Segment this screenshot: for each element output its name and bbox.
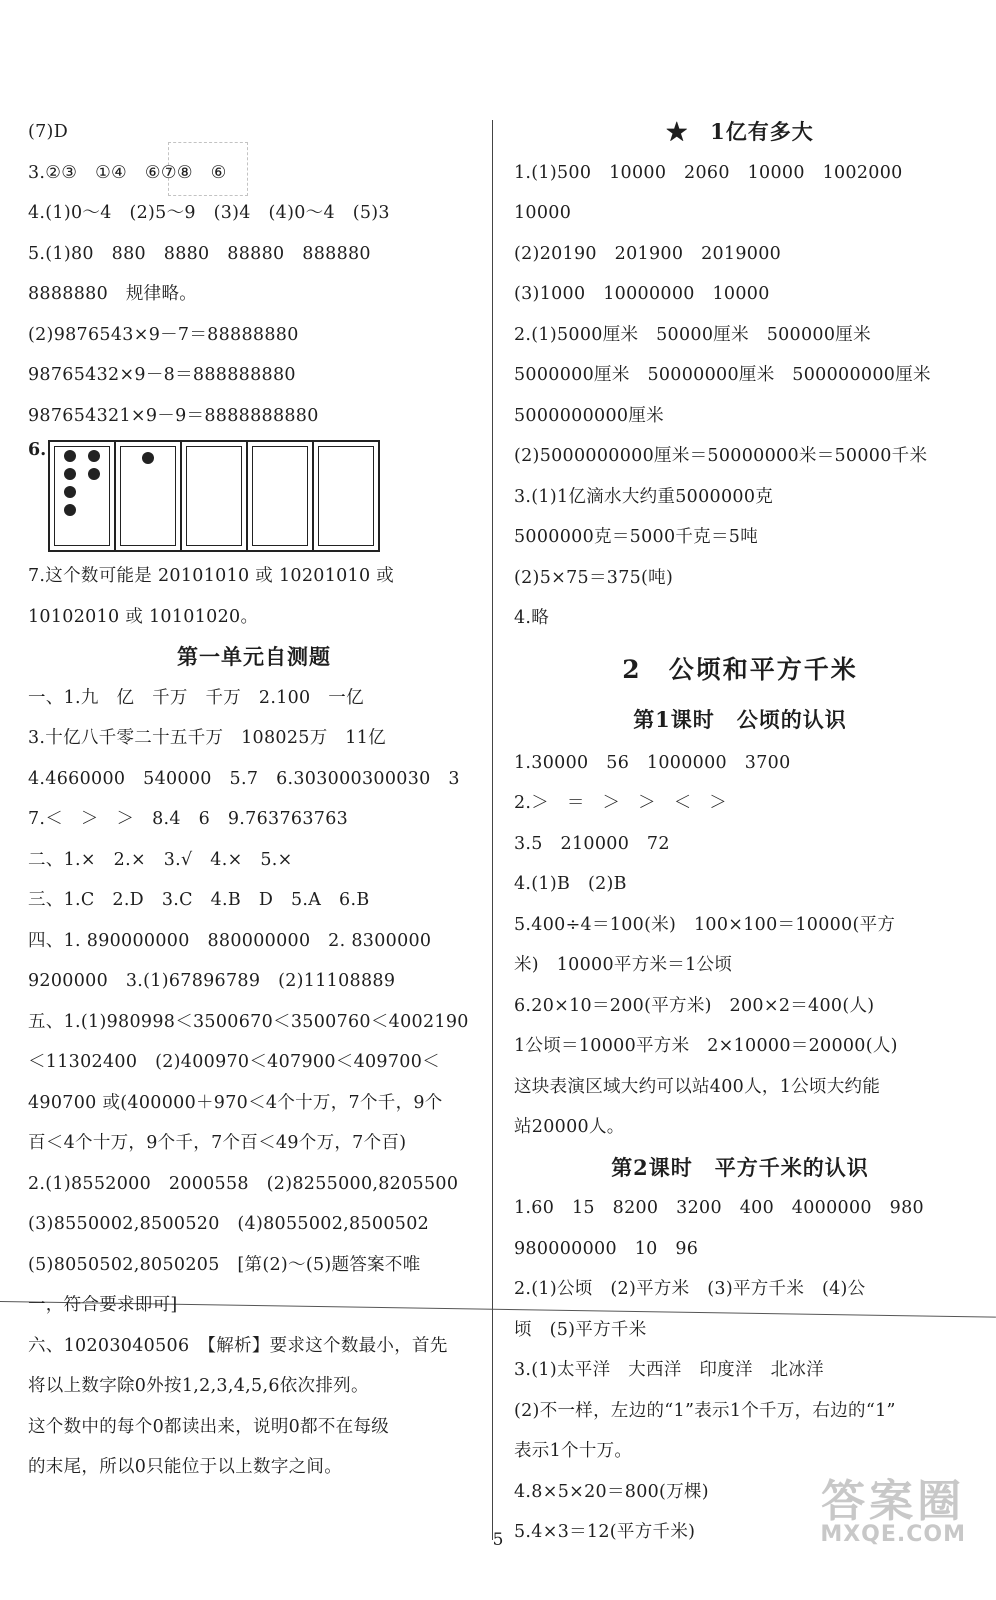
abacus-bead [64, 504, 76, 516]
answer-line: 490700 或(400000＋970＜4个十万，7个千，9个 [28, 1092, 443, 1113]
answer-line: (7)D [28, 122, 69, 142]
answer-line: 7.这个数可能是 20101010 或 10201010 或 [28, 566, 395, 586]
answer-line: 二、1.× 2.× 3.√ 4.× 5.× [28, 849, 293, 870]
answers-block-b [514, 743, 966, 1148]
answers-block-a [514, 153, 966, 639]
answer-line: 2.(1)公顷 (2)平方米 (3)平方千米 (4)公 [514, 1279, 866, 1299]
answer-line: 2.(1)8552000 2000558 (2)8255000,8205500 [28, 1173, 459, 1194]
answer-line: 4.(1)0～4 (2)5～9 (3)4 (4)0～4 (5)3 [28, 203, 390, 223]
abacus-rod [182, 442, 248, 550]
answer-line: 表示1个十万。 [514, 1441, 633, 1461]
left-column [28, 112, 480, 1488]
answer-line: 1公顷＝10000平方米 2×10000＝20000(人) [514, 1036, 898, 1056]
answer-line: 2.(1)5000厘米 50000厘米 500000厘米 [514, 324, 871, 345]
answer-line: 这块表演区域大约可以站400人，1公顷大约能 [514, 1076, 881, 1097]
answer-line: 4.略 [514, 608, 550, 628]
answer-line: 5000000000厘米 [514, 405, 664, 426]
answers-block-test [28, 678, 480, 1488]
answer-line: (5)8050502,8050205 [第(2)～(5)题答案不唯 [28, 1254, 421, 1275]
abacus-bead [64, 468, 76, 480]
answer-line: 顷 (5)平方千米 [514, 1319, 647, 1340]
answer-line: 5.(1)80 880 8880 88880 888880 [28, 243, 371, 264]
answer-line: 3.(1)太平洋 大西洋 印度洋 北冰洋 [514, 1360, 824, 1380]
answer-line: 站20000人。 [514, 1117, 625, 1137]
answer-line: 10000 [514, 203, 572, 223]
abacus-bead [88, 468, 100, 480]
answer-line: 6.20×10＝200(平方米) 200×2＝400(人) [514, 995, 875, 1016]
answer-line: 10102010 或 10101020。 [28, 606, 259, 627]
answer-line: 980000000 10 96 [514, 1238, 699, 1259]
answer-line: 一，符合要求即可] [28, 1295, 178, 1315]
right-column [514, 112, 966, 1553]
answer-line: 4.4660000 540000 5.7 6.303000300030 3 [28, 768, 460, 789]
question-6-abacus [28, 436, 480, 556]
answer-line: 将以上数字除0外按1,2,3,4,5,6依次排列。 [28, 1376, 369, 1396]
section-title-unit-test: 第一单元自测题 [177, 644, 331, 669]
answer-line: 8888880 规律略。 [28, 284, 198, 304]
answer-line: 1.(1)500 10000 2060 10000 1002000 [514, 162, 903, 183]
answer-line: (2)5×75＝375(吨) [514, 567, 674, 588]
chapter-title-hectare: 2 公顷和平方千米 [622, 654, 858, 684]
answer-line: 百＜4个十万，9个千，7个百＜49个万，7个百) [28, 1133, 407, 1153]
page-number: 5 [492, 1530, 504, 1550]
answer-line: 3.②③ ①④ ⑥⑦⑧ ⑥ [28, 162, 227, 183]
section-title-one-hundred-million: ★ 1亿有多大 [666, 119, 814, 144]
answer-line: 3.(1)1亿滴水大约重5000000克 [514, 486, 774, 507]
answer-line: (3)1000 10000000 10000 [514, 284, 770, 304]
answer-line: 四、1. 890000000 880000000 2. 8300000 [28, 930, 432, 951]
abacus-bead [64, 486, 76, 498]
answer-line: 5.4×3＝12(平方千米) [514, 1522, 696, 1542]
answer-line: 98765432×9－8＝888888880 [28, 365, 296, 385]
answers-block-top [28, 112, 480, 436]
answer-line: (2)5000000000厘米＝50000000米＝50000千米 [514, 446, 928, 466]
answer-line: 3.5 210000 72 [514, 833, 670, 854]
answer-line: 五、1.(1)980998＜3500670＜3500760＜4002190 [28, 1011, 469, 1032]
answer-line: 5.400÷4＝100(米) 100×100＝10000(平方 [514, 914, 896, 935]
abacus-figure [48, 440, 380, 552]
watermark-url: MXQE.COM [820, 1522, 966, 1547]
abacus-rod [248, 442, 314, 550]
answer-line: 这个数中的每个0都读出来，说明0都不在每级 [28, 1416, 390, 1437]
abacus-rod [50, 442, 116, 550]
answer-line: 的末尾，所以0只能位于以上数字之间。 [28, 1457, 343, 1477]
column-divider [492, 120, 493, 1540]
answer-line: 六、10203040506 【解析】要求这个数最小，首先 [28, 1335, 448, 1356]
answer-line: (3)8550002,8500520 (4)8055002,8500502 [28, 1214, 430, 1234]
watermark-logo [820, 1476, 966, 1547]
answer-line: 三、1.C 2.D 3.C 4.B D 5.A 6.B [28, 890, 370, 910]
abacus-rod [116, 442, 182, 550]
lesson-title-2: 第2课时 平方千米的认识 [611, 1154, 869, 1180]
answer-line: 987654321×9－9＝8888888880 [28, 405, 319, 426]
abacus-bead [64, 450, 76, 462]
answer-line: 5000000克＝5000千克＝5吨 [514, 527, 759, 547]
lesson-title-1: 第1课时 公顷的认识 [633, 706, 847, 732]
answer-line: (2)不一样，左边的“1”表示1个千万，右边的“1” [514, 1400, 896, 1421]
abacus-rod [314, 442, 378, 550]
answer-line: 米) 10000平方米＝1公顷 [514, 955, 733, 975]
answers-block-q7 [28, 556, 480, 637]
answer-line: (2)20190 201900 2019000 [514, 243, 782, 264]
answer-line: 7.＜ ＞ ＞ 8.4 6 9.763763763 [28, 809, 349, 829]
answer-line: 5000000厘米 50000000厘米 500000000厘米 [514, 365, 931, 385]
answer-line: 4.8×5×20＝800(万棵) [514, 1481, 709, 1502]
answer-line: ＜11302400 (2)400970＜407900＜409700＜ [28, 1052, 440, 1072]
abacus-bead [142, 452, 154, 464]
answer-line: 2.＞ ＝ ＞ ＞ ＜ ＞ [514, 793, 728, 813]
answer-line: 1.30000 56 1000000 3700 [514, 752, 791, 773]
watermark-text: 答案圈 [821, 1476, 966, 1527]
answer-line: 9200000 3.(1)67896789 (2)11108889 [28, 971, 396, 991]
answer-line: 一、1.九 亿 千万 千万 2.100 一亿 [28, 687, 364, 708]
question-6-label: 6. [28, 440, 47, 460]
answer-line: 1.60 15 8200 3200 400 4000000 980 [514, 1198, 924, 1218]
answer-line: (2)9876543×9－7＝88888880 [28, 324, 299, 345]
answer-line: 3.十亿八千零二十五千万 108025万 11亿 [28, 728, 386, 748]
answer-line: 4.(1)B (2)B [514, 874, 627, 894]
abacus-bead [88, 450, 100, 462]
